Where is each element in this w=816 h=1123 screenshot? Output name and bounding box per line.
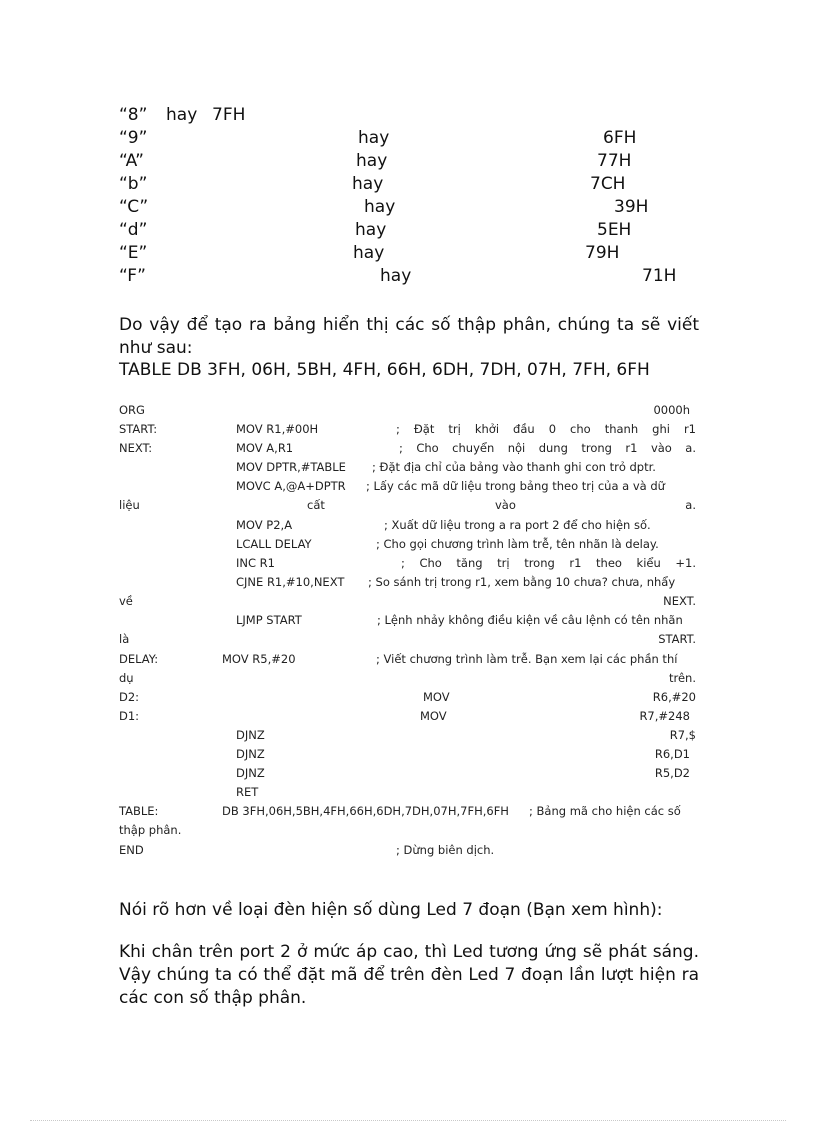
instr-table: DB 3FH,06H,5BH,4FH,66H,6DH,7DH,07H,7FH,6FH [222,804,509,818]
instr-3: MOV DPTR,#TABLE [236,460,346,474]
comment-9-cont-a: là [119,632,130,646]
instr-d1: MOV [420,709,447,723]
led-paragraph: Nói rõ hơn về loại đèn hiện số dùng Led 7 đoạn (Bạn xem hình): [119,900,663,920]
segment-char: “9” [119,128,148,148]
comment-delay: ; Viết chương trình làm trễ. Bạn xem lại các phần thí [376,652,678,666]
segment-code: 6FH [603,128,637,148]
port-paragraph: Khi chân trên port 2 ở mức áp cao, thì Led tương ứng sẽ phát sáng. Vậy chúng ta có thể đặt mã để trên đèn Led 7 đoạn lần lượt hiện ra các con số thập phân. [119,942,699,1008]
segment-char: “d” [119,220,148,240]
segment-word: hay [364,197,396,217]
label-delay: DELAY: [119,652,159,666]
segment-code: 79H [585,243,620,263]
comment-start: ; Đặt trị khởi đầu 0 cho thanh ghi r1 [396,422,696,436]
segment-char: “b” [119,174,148,194]
comment-4-cont-b: cất [307,498,325,512]
segment-code: 77H [597,151,632,171]
comment-3: ; Đặt địa chỉ của bảng vào thanh ghi con trỏ dptr. [372,460,656,474]
label-end: END [119,843,144,857]
footer-rule [30,1120,786,1121]
comment-4-cont-a: liệu [119,498,140,512]
operand-d1: R7,#248 [639,709,690,723]
org-value: 0000h [653,403,690,417]
comment-table-cont: thập phân. [119,823,182,837]
comment-8-cont-a: về [119,594,133,608]
comment-next: ; Cho chuyển nội dung trong r1 vào a. [399,441,696,455]
comment-7: ; Cho tăng trị trong r1 theo kiểu +1. [401,556,696,570]
instr-8: CJNE R1,#10,NEXT [236,575,345,589]
instr-next: MOV A,R1 [236,441,294,455]
comment-4-cont-c: vào [495,498,516,512]
segment-char: “E” [119,243,148,263]
comment-8-cont-b: NEXT. [663,594,696,608]
segment-code: 7FH [212,105,246,125]
comment-9: ; Lệnh nhảy không điều kiện về câu lệnh có tên nhãn [377,613,683,627]
segment-word: hay [353,243,385,263]
segment-word: hay [355,220,387,240]
segment-code: 7CH [590,174,626,194]
operand-djnz-2: R6,D1 [654,747,690,761]
comment-table: ; Bảng mã cho hiện các số [529,804,681,818]
operand-djnz-1: R7,$ [669,728,696,742]
label-table: TABLE: [119,804,159,818]
table-definition-line: TABLE DB 3FH, 06H, 5BH, 4FH, 66H, 6DH, 7DH, 07H, 7FH, 6FH [119,360,650,380]
comment-delay-cont-b: trên. [668,671,696,685]
comment-4: ; Lấy các mã dữ liệu trong bảng theo trị của a và dữ [366,479,665,493]
segment-char: “A” [119,151,144,171]
instr-6: LCALL DELAY [236,537,312,551]
operand-d2: R6,#20 [652,690,696,704]
instr-start: MOV R1,#00H [236,422,319,436]
instr-7: INC R1 [236,556,275,570]
operand-djnz-3: R5,D2 [654,766,690,780]
segment-char: “C” [119,197,149,217]
comment-end: ; Dừng biên dịch. [396,843,495,857]
comment-5: ; Xuất dữ liệu trong a ra port 2 để cho hiện số. [384,518,651,532]
instr-ret: RET [236,785,259,799]
comment-4-cont-d: a. [685,498,696,512]
instr-9: LJMP START [236,613,302,627]
instr-d2: MOV [423,690,450,704]
segment-code: 71H [642,266,677,286]
comment-9-cont-b: START. [658,632,696,646]
label-next: NEXT: [119,441,153,455]
label-d1: D1: [119,709,140,723]
segment-word: hay [166,105,198,125]
instr-5: MOV P2,A [236,518,293,532]
segment-word: hay [358,128,390,148]
instr-djnz-1: DJNZ [236,728,265,742]
intro-paragraph: Do vậy để tạo ra bảng hiển thị các số thập phân, chúng ta sẽ viết như sau: [119,315,699,358]
instr-djnz-3: DJNZ [236,766,265,780]
instr-djnz-2: DJNZ [236,747,265,761]
segment-code: 39H [614,197,649,217]
comment-8: ; So sánh trị trong r1, xem bằng 10 chưa? chưa, nhẩy [368,575,676,589]
instr-4: MOVC A,@A+DPTR [236,479,346,493]
segment-word: hay [380,266,412,286]
segment-char: “F” [119,266,146,286]
label-d2: D2: [119,690,140,704]
segment-code: 5EH [597,220,632,240]
segment-char: “8” [119,105,148,125]
segment-word: hay [356,151,388,171]
comment-delay-cont-a: dụ [119,671,134,685]
comment-6: ; Cho gọi chương trình làm trễ, tên nhãn là delay. [376,537,659,551]
instr-delay: MOV R5,#20 [222,652,296,666]
label-start: START: [119,422,158,436]
segment-word: hay [352,174,384,194]
label-org: ORG [119,403,145,417]
